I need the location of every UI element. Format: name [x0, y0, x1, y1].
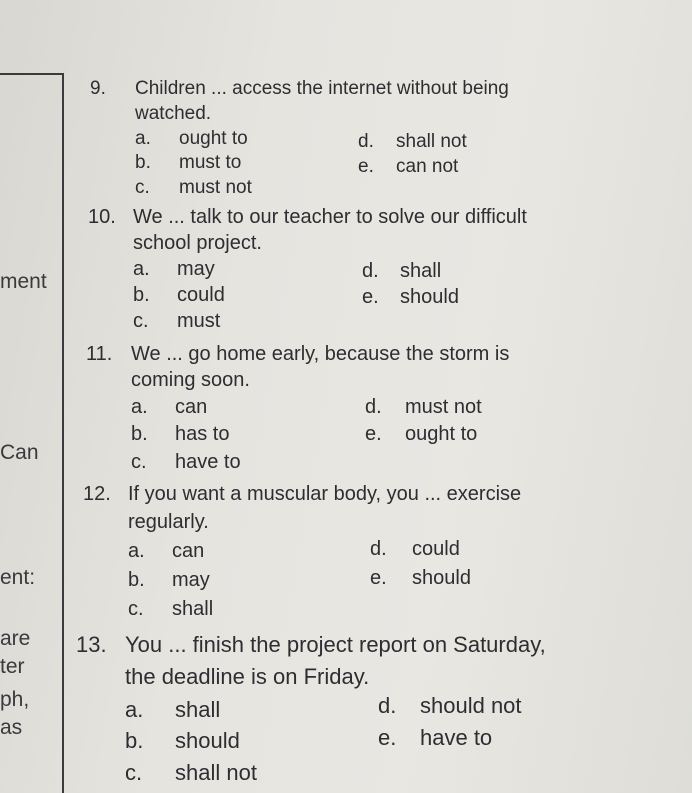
option-letter: c.	[135, 177, 150, 198]
option-b	[133, 284, 225, 307]
option-letter: d.	[370, 538, 387, 560]
option-letter: c.	[133, 310, 149, 332]
option-d	[358, 131, 467, 153]
option-letter: a.	[125, 697, 144, 722]
option-text: ought to	[405, 423, 478, 445]
option-text: could	[412, 538, 460, 560]
option-text: should	[412, 567, 471, 589]
option-e	[365, 423, 477, 446]
option-letter: c.	[125, 760, 143, 785]
option-text: must not	[405, 396, 482, 418]
option-letter: e.	[358, 156, 374, 177]
question-number: 11.	[86, 343, 113, 365]
margin-fragment: ph,	[0, 688, 30, 711]
option-letter: a.	[135, 128, 151, 149]
option-e	[370, 567, 471, 590]
option-letter: e.	[370, 567, 387, 589]
option-text: could	[177, 284, 225, 306]
margin-rule-top	[0, 73, 64, 75]
option-c	[125, 760, 257, 786]
question-number: 13.	[76, 632, 107, 657]
option-text: can not	[396, 156, 459, 177]
option-b	[128, 569, 210, 592]
option-letter: d.	[362, 260, 379, 282]
option-letter: a.	[128, 540, 145, 562]
question-number: 12.	[83, 483, 111, 505]
option-text: must	[177, 310, 221, 332]
option-text: has to	[175, 423, 230, 445]
option-text: can	[172, 540, 205, 562]
margin-rule-left	[62, 73, 64, 793]
option-letter: a.	[133, 258, 150, 280]
option-letter: a.	[131, 396, 148, 418]
question-number: 9.	[90, 78, 106, 99]
option-e	[358, 156, 458, 178]
option-b	[131, 423, 229, 446]
question-number: 10.	[88, 206, 116, 228]
option-letter: b.	[131, 423, 148, 445]
question-text: coming soon.	[131, 369, 250, 391]
margin-fragment: Can	[0, 441, 39, 464]
option-text: should	[175, 728, 240, 753]
option-text: shall not	[396, 131, 467, 152]
option-text: shall	[400, 260, 442, 282]
option-c	[128, 598, 213, 621]
option-text: should	[400, 286, 459, 308]
option-c	[131, 451, 241, 474]
question-text: the deadline is on Friday.	[125, 664, 370, 689]
option-text: may	[177, 258, 215, 280]
question-text: watched.	[135, 103, 212, 124]
margin-fragment: ent:	[0, 566, 36, 589]
option-d	[378, 693, 522, 719]
option-text: must to	[179, 152, 242, 173]
option-text: shall	[172, 598, 214, 620]
option-letter: e.	[362, 286, 379, 308]
option-letter: b.	[133, 284, 150, 306]
question-text: We ... talk to our teacher to solve our difficult	[133, 206, 527, 228]
option-letter: b.	[128, 569, 145, 591]
option-letter: c.	[131, 451, 147, 473]
option-letter: e.	[365, 423, 382, 445]
question-text: regularly.	[128, 511, 209, 533]
option-b	[135, 152, 241, 174]
question-text: We ... go home early, because the storm is	[131, 343, 510, 365]
option-text: may	[172, 569, 210, 591]
option-d	[370, 538, 460, 561]
option-text: shall	[175, 697, 221, 722]
option-text: must not	[179, 177, 252, 198]
margin-fragment: ter	[0, 655, 25, 678]
option-e	[378, 725, 492, 751]
option-c	[133, 310, 220, 333]
margin-fragment: are	[0, 627, 31, 650]
question-text: school project.	[133, 232, 262, 254]
option-d	[365, 396, 482, 419]
option-letter: c.	[128, 598, 144, 620]
option-a	[135, 128, 248, 150]
option-letter: e.	[378, 725, 397, 750]
option-letter: d.	[365, 396, 382, 418]
option-text: should not	[420, 693, 522, 718]
option-a	[131, 396, 207, 419]
option-c	[135, 177, 252, 199]
margin-fragment: as	[0, 716, 23, 739]
option-text: can	[175, 396, 208, 418]
option-d	[362, 260, 441, 283]
option-letter: d.	[378, 693, 397, 718]
option-text: ought to	[179, 128, 248, 149]
option-e	[362, 286, 459, 309]
option-letter: b.	[135, 152, 151, 173]
option-b	[125, 728, 240, 754]
option-a	[125, 697, 220, 723]
margin-fragment: ment	[0, 270, 47, 293]
option-letter: d.	[358, 131, 374, 152]
option-letter: b.	[125, 728, 144, 753]
option-text: have to	[175, 451, 241, 473]
option-a	[128, 540, 204, 563]
option-text: have to	[420, 725, 493, 750]
option-a	[133, 258, 215, 281]
option-text: shall not	[175, 760, 257, 785]
question-text: You ... finish the project report on Saturday,	[125, 632, 546, 657]
question-text: If you want a muscular body, you ... exercise	[128, 483, 522, 505]
question-text: Children ... access the internet without being	[135, 78, 509, 99]
